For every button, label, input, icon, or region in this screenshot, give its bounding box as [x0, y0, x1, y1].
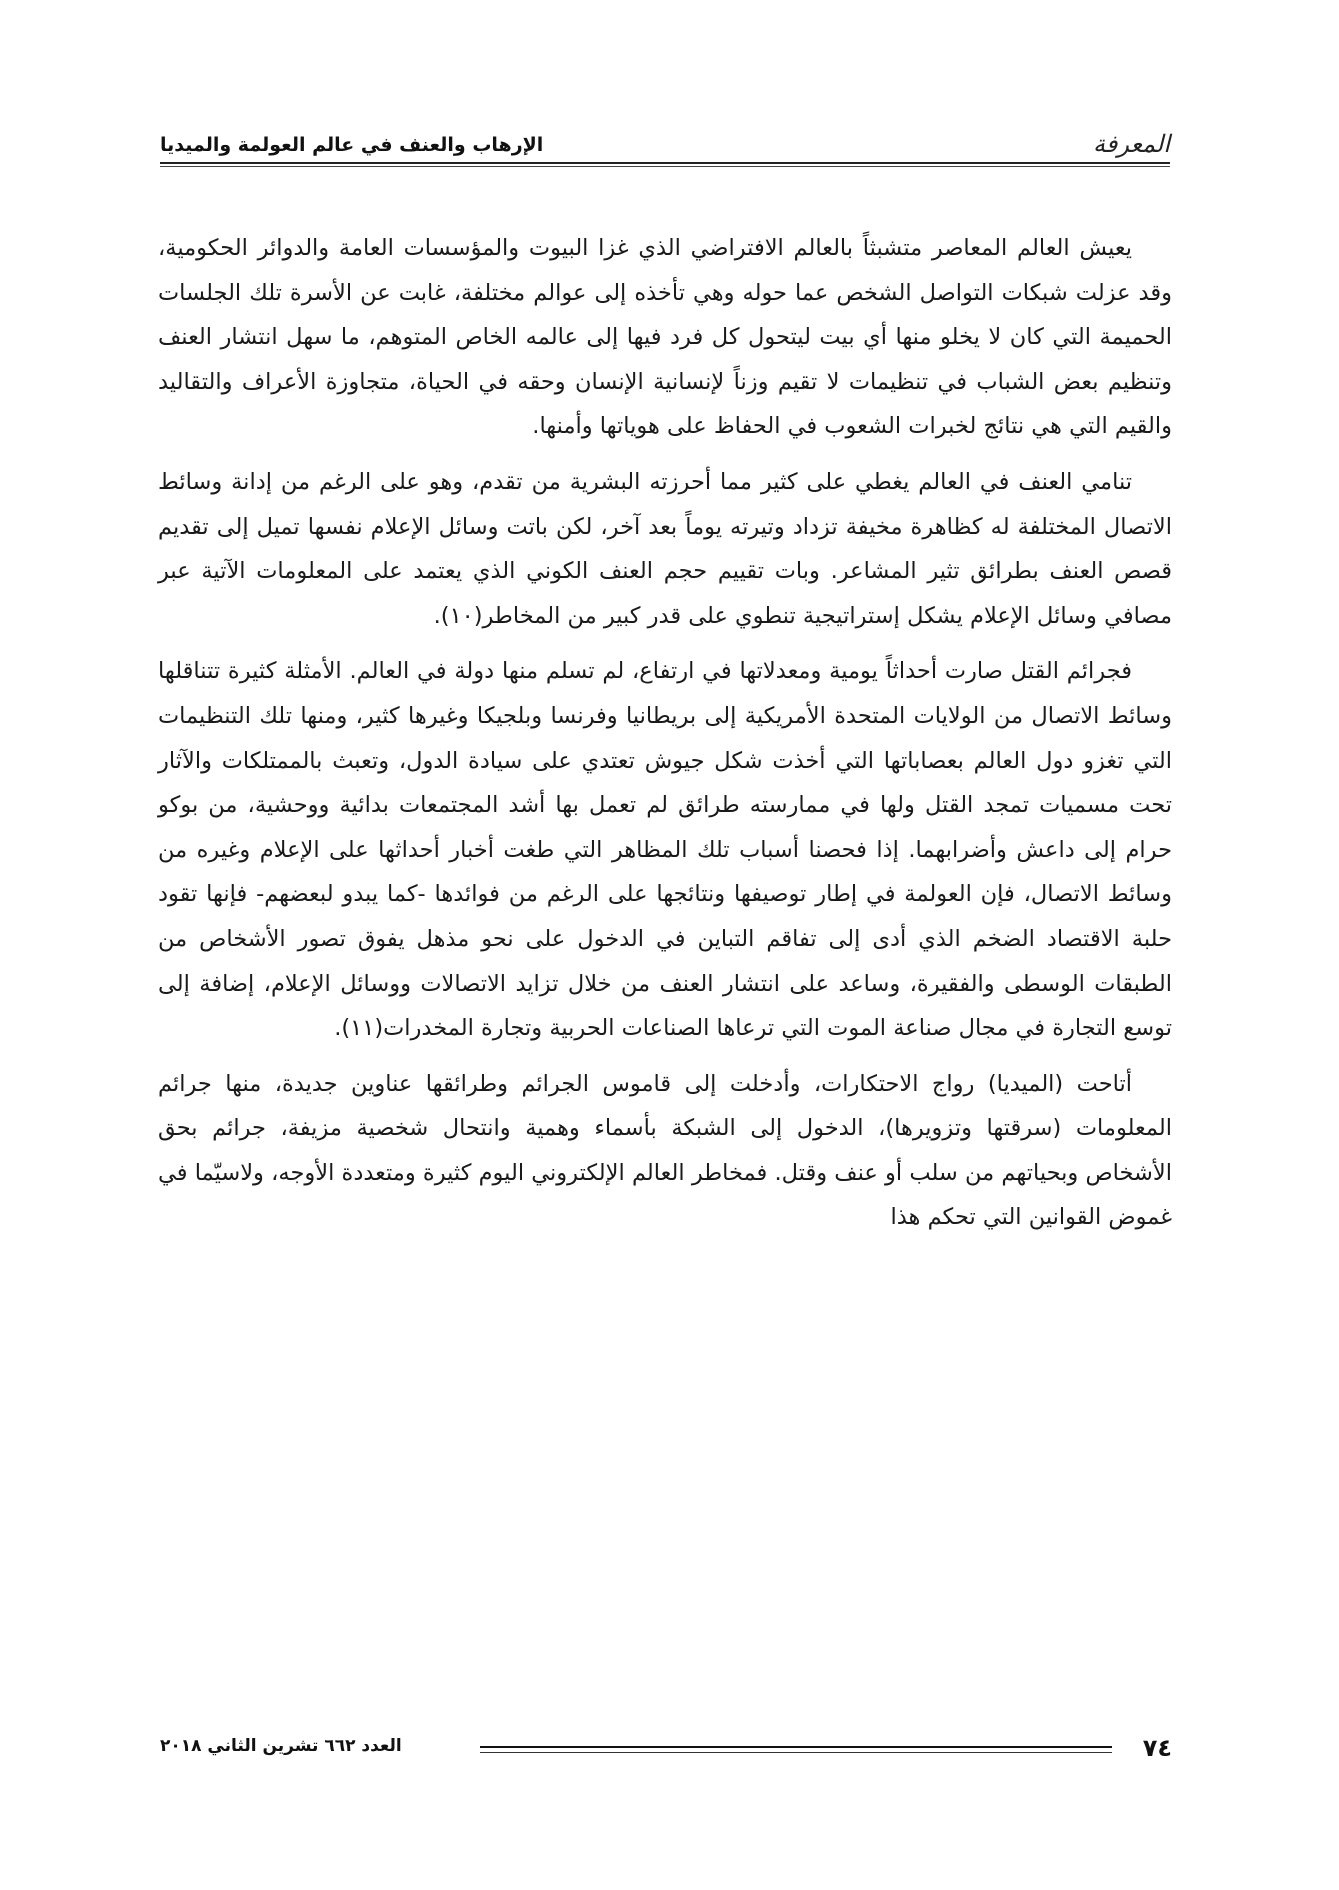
header-rule — [160, 162, 1170, 164]
paragraph-1: يعيش العالم المعاصر متشبثاً بالعالم الافتراضي الذي غزا البيوت والمؤسسات العامة والدوائر الحكومية، وقد عزلت شبكات التواصل الشخص عما حوله وهي تأخذه إلى عوالم مختلفة، غابت عن الأسرة تلك الجلسات الحميمة التي كان لا يخلو منها أي بيت ليتحول كل فرد فيها إلى عالمه الخاص المتوهم، ما سهل انتشار العنف وتنظيم بعض الشباب في تنظيمات لا تقيم وزناً لإنسانية الإنسان وحقه في الحياة، متجاوزة الأعراف والتقاليد والقيم التي هي نتائج لخبرات الشعوب في الحفاظ على هوياتها وأمنها. — [158, 235, 1172, 440]
article-body — [158, 226, 1172, 1251]
page-footer — [160, 1730, 1172, 1770]
page-number: ٧٤ — [1142, 1734, 1172, 1762]
page-header — [160, 122, 1170, 166]
footer-rule — [480, 1746, 1112, 1753]
issue-info: العدد ٦٦٢ تشرين الثاني ٢٠١٨ — [160, 1736, 402, 1756]
paragraph-3: فجرائم القتل صارت أحداثاً يومية ومعدلاتها في ارتفاع، لم تسلم منها دولة في العالم. الأمثلة كثيرة تتناقلها وسائط الاتصال من الولايات المتحدة الأمريكية إلى بريطانيا وفرنسا وبلجيكا وغيرها كثير، ومنها تلك التنظيمات التي تغزو دول العالم بعصاباتها التي أخذت شكل جيوش تعتدي على سيادة الدول، وتعبث بالممتلكات والآثار تحت مسميات تمجد القتل ولها في ممارسته طرائق لم تعمل بها أشد المجتمعات بدائية ووحشية، من بوكو حرام إلى داعش وأضرابهما. إذا فحصنا أسباب تلك المظاهر التي طغت أخبار أحداثها على الإعلام وغيره من وسائط الاتصال، فإن العولمة في إطار توصيفها ونتائجها على الرغم من فوائدها -كما يبدو لبعضهم- فإنها تقود حلبة الاقتصاد الضخم الذي أدى إلى تفاقم التباين في الدخول على نحو مذهل يفوق تصور الأشخاص من الطبقات الوسطى والفقيرة، وساعد على انتشار العنف من خلال تزايد الاتصالات ووسائل الإعلام، إضافة إلى توسع التجارة في مجال صناعة الموت التي ترعاها الصناعات الحربية وتجارة المخدرات(١١). — [158, 658, 1172, 1042]
running-title: الإرهاب والعنف في عالم العولمة والميديا — [160, 134, 544, 156]
paragraph-2: تنامي العنف في العالم يغطي على كثير مما أحرزته البشرية من تقدم، وهو على الرغم من إدانة وسائط الاتصال المختلفة له كظاهرة مخيفة تزداد وتيرته يوماً بعد آخر، لكن باتت وسائل الإعلام نفسها تميل إلى تقديم قصص العنف بطرائق تثير المشاعر. وبات تقييم حجم العنف الكوني الذي يعتمد على المعلومات الآتية عبر مصافي وسائل الإعلام يشكل إستراتيجية تنطوي على قدر كبير من المخاطر(١٠). — [158, 468, 1172, 629]
journal-logo: المعرفة — [1092, 130, 1170, 158]
header-rule-thin — [160, 166, 1170, 167]
paragraph-4: أتاحت (الميديا) رواج الاحتكارات، وأدخلت إلى قاموس الجرائم وطرائقها عناوين جديدة، منها جرائم المعلومات (سرقتها وتزويرها)، الدخول إلى الشبكة بأسماء وهمية وانتحال شخصية مزيفة، جرائم بحق الأشخاص وبحياتهم من سلب أو عنف وقتل. فمخاطر العالم الإلكتروني اليوم كثيرة ومتعددة الأوجه، ولاسيّما في غموض القوانين التي تحكم هذا — [158, 1070, 1172, 1231]
